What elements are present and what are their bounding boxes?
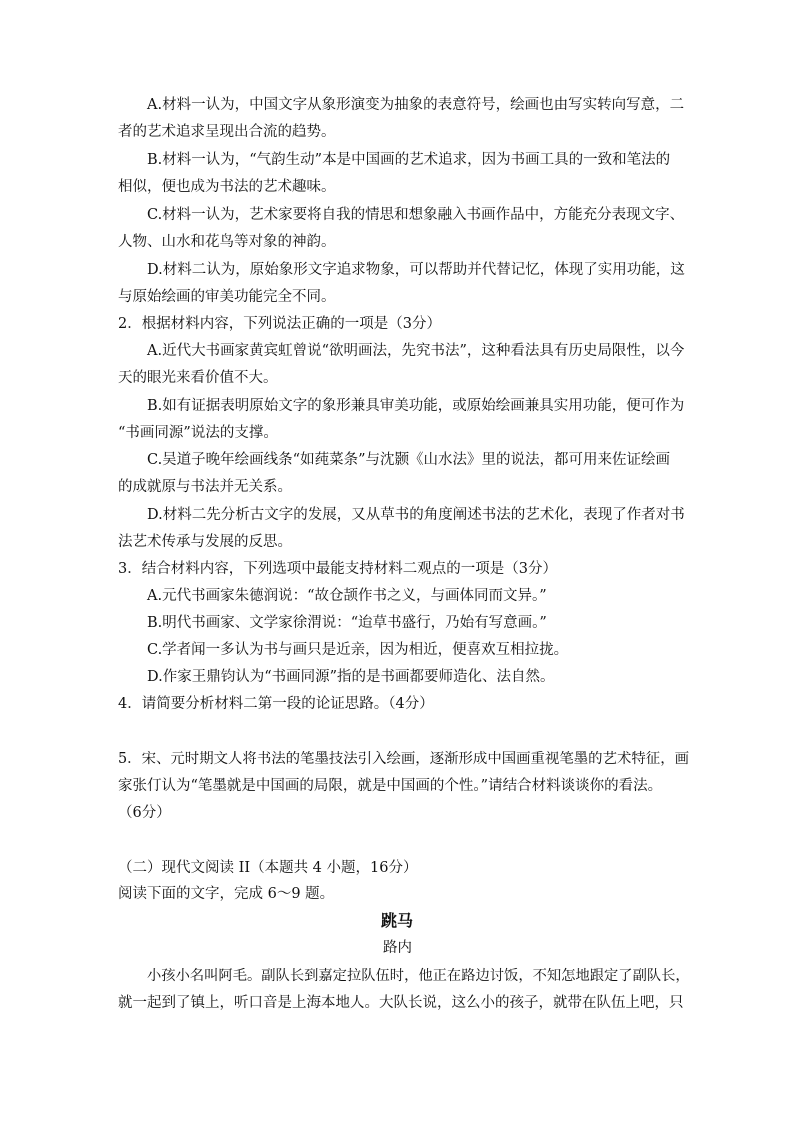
story-title: 跳马 — [381, 911, 414, 930]
story-paragraph-line2: 就一起到了镇上，听口音是上海本地人。大队长说，这么小的孩子，就带在队伍上吧，只 — [118, 995, 684, 1011]
q1-option-b-line2: 相似，便也成为书法的艺术趣味。 — [118, 179, 336, 195]
q1-option-a-line2: 者的艺术追求呈现出合流的趋势。 — [118, 124, 336, 140]
q1-option-d-line2: 与原始绘画的审美功能完全不同。 — [118, 289, 336, 305]
q2-option-c-line2: 的成就原与书法并无关系。 — [118, 479, 292, 495]
q4-stem: 4．请简要分析材料二第一段的论证思路。（4分） — [118, 696, 434, 712]
q2-option-b-line2: “书画同源”说法的支撑。 — [118, 425, 278, 441]
q1-option-a-line1: A.材料一认为，中国文字从象形演变为抽象的表意符号，绘画也由写实转向写意，二 — [147, 97, 685, 113]
q5-line1: 5．宋、元时期文人将书法的笔墨技法引入绘画，逐渐形成中国画重视笔墨的艺术特征，画 — [118, 751, 690, 767]
q2-stem: 2．根据材料内容，下列说法正确的一项是（3分） — [118, 316, 441, 332]
q1-option-c-line2: 人物、山水和花鸟等对象的神韵。 — [118, 234, 336, 250]
q1-option-b-line1: B.材料一认为，“气韵生动”本是中国画的艺术追求，因为书画工具的一致和笔法的 — [147, 152, 671, 168]
q2-option-a-line1: A.近代大书画家黄宾虹曾说“欲明画法，先究书法”，这种看法具有历史局限性，以今 — [147, 343, 685, 359]
section-instruction: 阅读下面的文字，完成 6～9 题。 — [118, 886, 335, 902]
q3-stem: 3．结合材料内容，下列选项中最能支持材料二观点的一项是（3分） — [118, 561, 557, 577]
q2-option-d-line1: D.材料二先分析古文字的发展，又从草书的角度阐述书法的艺术化，表现了作者对书 — [147, 507, 685, 523]
q3-option-b: B.明代书画家、文学家徐渭说：“迨草书盛行，乃始有写意画。” — [147, 615, 547, 631]
q1-option-d-line1: D.材料二认为，原始象形文字追求物象，可以帮助并代替记忆，体现了实用功能，这 — [147, 262, 685, 278]
section-heading: （二）现代文阅读 II（本题共 4 小题，16分） — [118, 860, 418, 876]
q5-line2: 家张仃认为“笔墨就是中国画的局限，就是中国画的个性。”请结合材料谈谈你的看法。 — [118, 778, 663, 794]
q2-option-c-line1: C.吴道子晚年绘画线条“如莼菜条”与沈颢《山水法》里的说法，都可用来佐证绘画 — [147, 452, 671, 468]
q2-option-d-line2: 法艺术传承与发展的反思。 — [118, 534, 292, 550]
q2-option-a-line2: 天的眼光来看价值不大。 — [118, 370, 278, 386]
q3-option-d: D.作家王鼎钧认为“书画同源”指的是书画都要师造化、法自然。 — [147, 669, 555, 685]
q1-option-c-line1: C.材料一认为，艺术家要将自我的情思和想象融入书画作品中，方能充分表现文字、 — [147, 207, 685, 223]
q3-option-c: C.学者闻一多认为书与画只是近亲，因为相近，便喜欢互相拉拢。 — [147, 642, 569, 658]
story-paragraph-line1: 小孩小名叫阿毛。副队长到嘉定拉队伍时，他正在路边讨饭，不知怎地跟定了副队长， — [147, 968, 690, 984]
story-author: 路内 — [383, 940, 412, 956]
q3-option-a: A.元代书画家朱德润说：“故仓颉作书之义，与画体同而文异。” — [147, 588, 547, 604]
q5-line3: （6分） — [118, 805, 171, 821]
q2-option-b-line1: B.如有证据表明原始文字的象形兼具审美功能，或原始绘画兼具实用功能，便可作为 — [147, 398, 685, 414]
